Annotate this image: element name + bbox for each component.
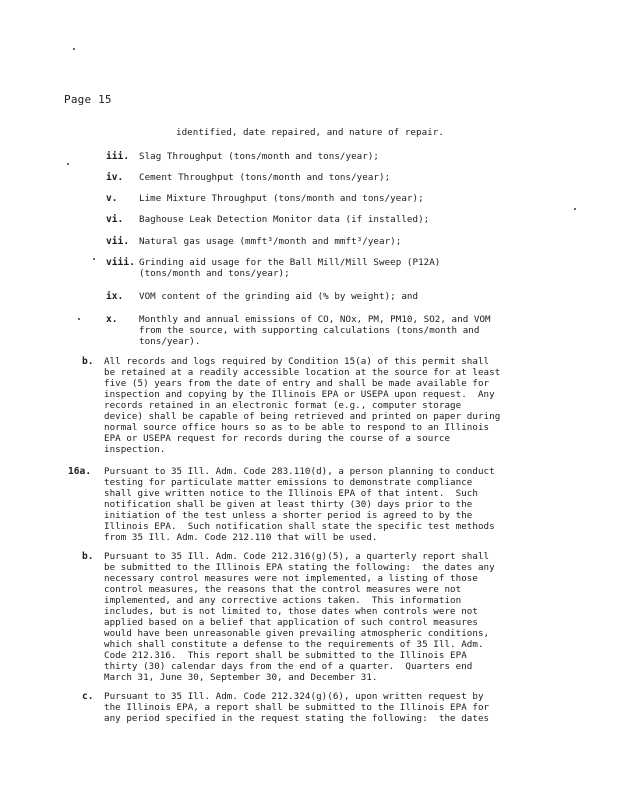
paragraph-line: control measures, the reasons that the control measures were not [104,584,462,595]
paragraph-line: be retained at a readily accessible location at the source for at least [104,367,501,378]
paragraph-line: March 31, June 30, September 30, and December 31. [104,672,378,683]
continuation-line: identified, date repaired, and nature of repair. [176,127,444,138]
list-item-text: (tons/month and tons/year); [139,268,290,279]
paragraph-line: Code 212.316. This report shall be submitted to the Illinois EPA [104,650,467,661]
list-item-text: Baghouse Leak Detection Monitor data (if installed); [139,214,430,225]
page-number: Page 15 [64,93,112,106]
paragraph-line: inspection. [104,444,166,455]
list-numeral: iv. [106,172,124,183]
list-item-text: Natural gas usage (mmft³/month and mmft³/year); [139,236,402,247]
paragraph-line: includes, but is not limited to, those dates when controls were not [104,606,478,617]
list-numeral: viii. [106,257,135,268]
paragraph-label: 16a. [68,466,92,477]
paragraph-line: from 35 Ill. Adm. Code 212.110 that will be used. [104,532,378,543]
paragraph-label: b. [82,356,94,367]
paragraph-line: All records and logs required by Condition 15(a) of this permit shall [104,356,490,367]
paragraph-line: EPA or USEPA request for records during the course of a source [104,433,451,444]
paragraph-line: notification shall be given at least thirty (30) days prior to the [104,499,473,510]
paragraph-line: thirty (30) calendar days from the end of a quarter. Quarters end [104,661,473,672]
paragraph-line: inspection and copying by the Illinois EPA or USEPA upon request. Any [104,389,495,400]
list-item-text: Lime Mixture Throughput (tons/month and tons/year); [139,193,424,204]
paragraph-line: normal source office hours so as to be able to respond to an Illinois [104,422,490,433]
list-item-text: tons/year). [139,336,201,347]
list-numeral: vii. [106,236,130,247]
paragraph-line: would have been unreasonable given prevailing atmospheric conditions, [104,628,490,639]
paragraph-line: be submitted to the Illinois EPA stating the following: the dates any [104,562,495,573]
paragraph-line: initiation of the test unless a shorter period is agreed to by the [104,510,473,521]
list-numeral: vi. [106,214,124,225]
list-item-text: Monthly and annual emissions of CO, NOx, PM, PM10, SO2, and VOM [139,314,491,325]
paragraph-line: shall give written notice to the Illinois EPA of that intent. Such [104,488,478,499]
list-item-text: Cement Throughput (tons/month and tons/year); [139,172,391,183]
paragraph-line: testing for particulate matter emissions to demonstrate compliance [104,477,473,488]
paragraph-label: b. [82,551,94,562]
list-numeral: x. [106,314,118,325]
list-item-text: from the source, with supporting calculations (tons/month and [139,325,480,336]
scan-speck [67,163,69,165]
list-item-text: VOM content of the grinding aid (% by weight); and [139,291,419,302]
list-numeral: v. [106,193,118,204]
scan-speck [574,208,576,210]
paragraph-line: five (5) years from the date of entry and shall be made available for [104,378,490,389]
paragraph-line: necessary control measures were not implemented, a listing of those [104,573,478,584]
list-numeral: ix. [106,291,124,302]
paragraph-line: applied based on a belief that application of such control measures [104,617,478,628]
list-item-text: Grinding aid usage for the Ball Mill/Mill Sweep (P12A) [139,257,441,268]
list-item-text: Slag Throughput (tons/month and tons/year); [139,151,379,162]
paragraph-line: Pursuant to 35 Ill. Adm. Code 212.316(g)(5), a quarterly report shall [104,551,490,562]
paragraph-line: Illinois EPA. Such notification shall state the specific test methods [104,521,495,532]
scan-speck [73,48,75,50]
scan-speck [78,318,80,320]
paragraph-line: device) shall be capable of being retrieved and printed on paper during [104,411,501,422]
paragraph-line: Pursuant to 35 Ill. Adm. Code 283.110(d), a person planning to conduct [104,466,495,477]
paragraph-line: Pursuant to 35 Ill. Adm. Code 212.324(g)(6), upon written request by [104,691,484,702]
paragraph-line: which shall constitute a defense to the requirements of 35 Ill. Adm. [104,639,484,650]
paragraph-label: c. [82,691,94,702]
paragraph-line: implemented, and any corrective actions taken. This information [104,595,462,606]
paragraph-line: any period specified in the request stating the following: the dates [104,713,490,724]
paragraph-line: the Illinois EPA, a report shall be submitted to the Illinois EPA for [104,702,490,713]
paragraph-line: records retained in an electronic format (e.g., computer storage [104,400,462,411]
scan-speck [93,258,95,260]
list-numeral: iii. [106,151,130,162]
